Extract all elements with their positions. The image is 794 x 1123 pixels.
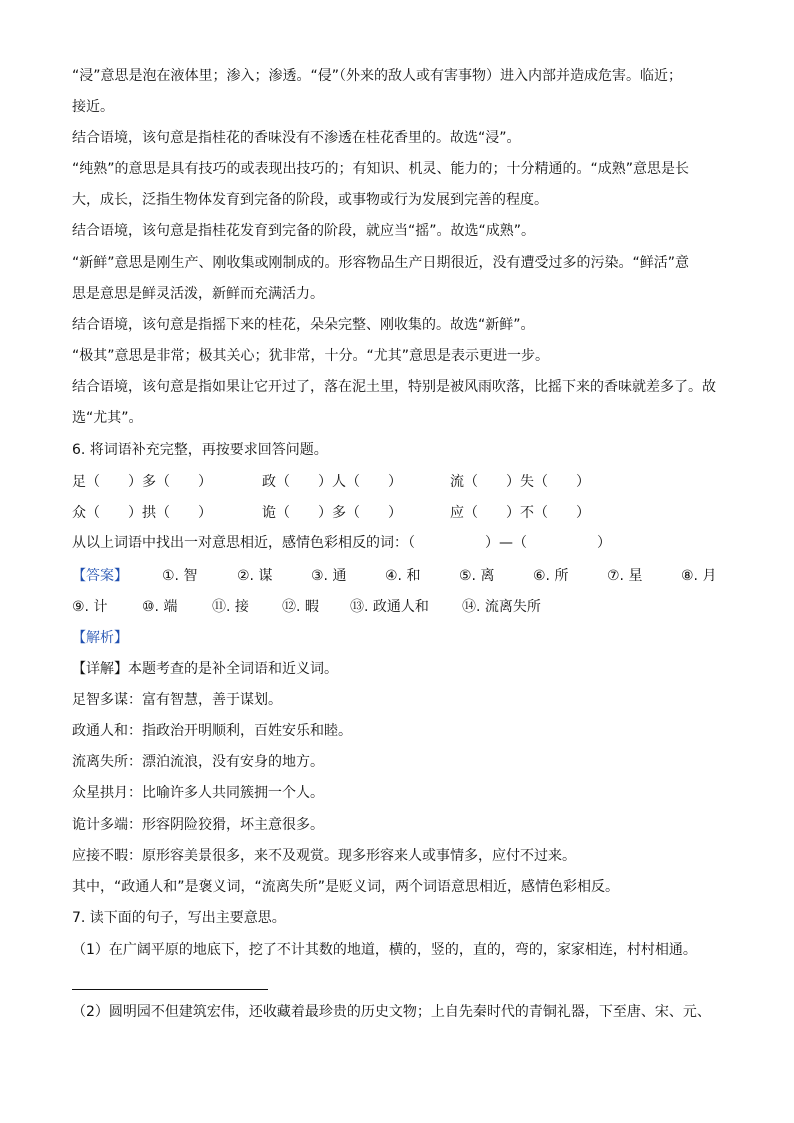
answer-item: ③. 通 xyxy=(311,568,347,584)
fill-blank-group: 诡（ ）多（ ） xyxy=(262,505,402,521)
text-line: （2）圆明园不但建筑宏伟，还收藏着最珍贵的历史文物；上自先秦时代的青铜礼器，下至唐、宋、元、 xyxy=(72,1004,711,1020)
question-heading: 6. 将词语补充完整，再按要求回答问题。 xyxy=(72,442,328,458)
text-line: “新鲜”意思是刚生产、刚收集或刚制成的。形容物品生产日期很近，没有遭受过多的污染。“鲜活”意 xyxy=(72,255,690,271)
answer-item: ⑧. 月 xyxy=(681,568,717,584)
text-line: 其中，“政通人和”是褒义词，“流离失所”是贬义词，两个词语意思相近，感情色彩相反。 xyxy=(72,879,620,895)
text-line: 众星拱月：比喻许多人共同簇拥一个人。 xyxy=(72,785,324,801)
text-line: 结合语境，该句意是指如果让它开过了，落在泥土里，特别是被风雨吹落，比摇下来的香味就差多了。故 xyxy=(72,379,716,395)
question-heading: 7. 读下面的句子，写出主要意思。 xyxy=(72,910,286,926)
text-line: 接近。 xyxy=(72,99,114,115)
fill-blank-group: 政（ ）人（ ） xyxy=(262,474,402,490)
fill-blank-group: 众（ ）拱（ ） xyxy=(72,505,212,521)
text-line: 选“尤其”。 xyxy=(72,410,143,426)
answer-item: ⑤. 离 xyxy=(459,568,495,584)
answer-item: ⑫. 暇 xyxy=(282,599,319,615)
text-line: “极其”意思是非常；极其关心；犹非常，十分。“尤其”意思是表示更进一步。 xyxy=(72,348,550,364)
answer-item: ⑬. 政通人和 xyxy=(350,599,429,615)
text-line: 大，成长，泛指生物体发育到完备的阶段，或事物或行为发展到完善的程度。 xyxy=(72,192,548,208)
answer-item: ⑥. 所 xyxy=(533,568,569,584)
answer-label: 【答案】 xyxy=(72,568,128,584)
question-line: 从以上词语中找出一对意思相近，感情色彩相反的词：（ ）—（ ） xyxy=(72,535,611,551)
text-line: 应接不暇：原形容美景很多，来不及观赏。现多形容来人或事情多，应付不过来。 xyxy=(72,848,576,864)
text-line: 结合语境，该句意是指摇下来的桂花，朵朵完整、刚收集的。故选“新鲜”。 xyxy=(72,317,535,333)
answer-item: ⑪. 接 xyxy=(212,599,249,615)
text-line: 【详解】本题考查的是补全词语和近义词。 xyxy=(72,661,338,677)
text-line: 流离失所：漂泊流浪，没有安身的地方。 xyxy=(72,754,324,770)
answer-item: ⑩. 端 xyxy=(142,599,178,615)
answer-item: ②. 谋 xyxy=(237,568,273,584)
answer-item: ⑭. 流离失所 xyxy=(462,599,541,615)
answer-item: ⑨. 计 xyxy=(72,599,108,615)
text-line: 诡计多端：形容阴险狡猾，坏主意很多。 xyxy=(72,817,324,833)
text-line: 政通人和：指政治开明顺利，百姓安乐和睦。 xyxy=(72,723,352,739)
text-line: 结合语境，该句意是指桂花发育到完备的阶段，就应当“摇”。故选“成熟”。 xyxy=(72,223,536,239)
analysis-label: 【解析】 xyxy=(72,630,128,646)
fill-blank-group: 应（ ）不（ ） xyxy=(450,505,590,521)
text-line: “浸”意思是泡在液体里；渗入；渗透。“侵”（外来的敌人或有害事物）进入内部并造成危害。临近； xyxy=(72,68,683,84)
text-line: “纯熟”的意思是具有技巧的或表现出技巧的；有知识、机灵、能力的；十分精通的。“成熟”意思是长 xyxy=(72,161,690,177)
answer-item: ④. 和 xyxy=(385,568,421,584)
answer-item: ①. 智 xyxy=(162,568,198,584)
fill-blank-group: 足（ ）多（ ） xyxy=(72,474,212,490)
fill-blank-group: 流（ ）失（ ） xyxy=(450,474,590,490)
text-line: 足智多谋：富有智慧，善于谋划。 xyxy=(72,692,282,708)
footnote-divider xyxy=(72,989,268,990)
text-line: 结合语境，该句意是指桂花的香味没有不渗透在桂花香里的。故选“浸”。 xyxy=(72,130,521,146)
text-line: 思是意思是鲜灵活泼，新鲜而充满活力。 xyxy=(72,286,324,302)
answer-item: ⑦. 星 xyxy=(607,568,643,584)
text-line: （1）在广阔平原的地底下，挖了不计其数的地道，横的，竖的，直的，弯的，家家相连，村村相通。 xyxy=(72,942,697,958)
